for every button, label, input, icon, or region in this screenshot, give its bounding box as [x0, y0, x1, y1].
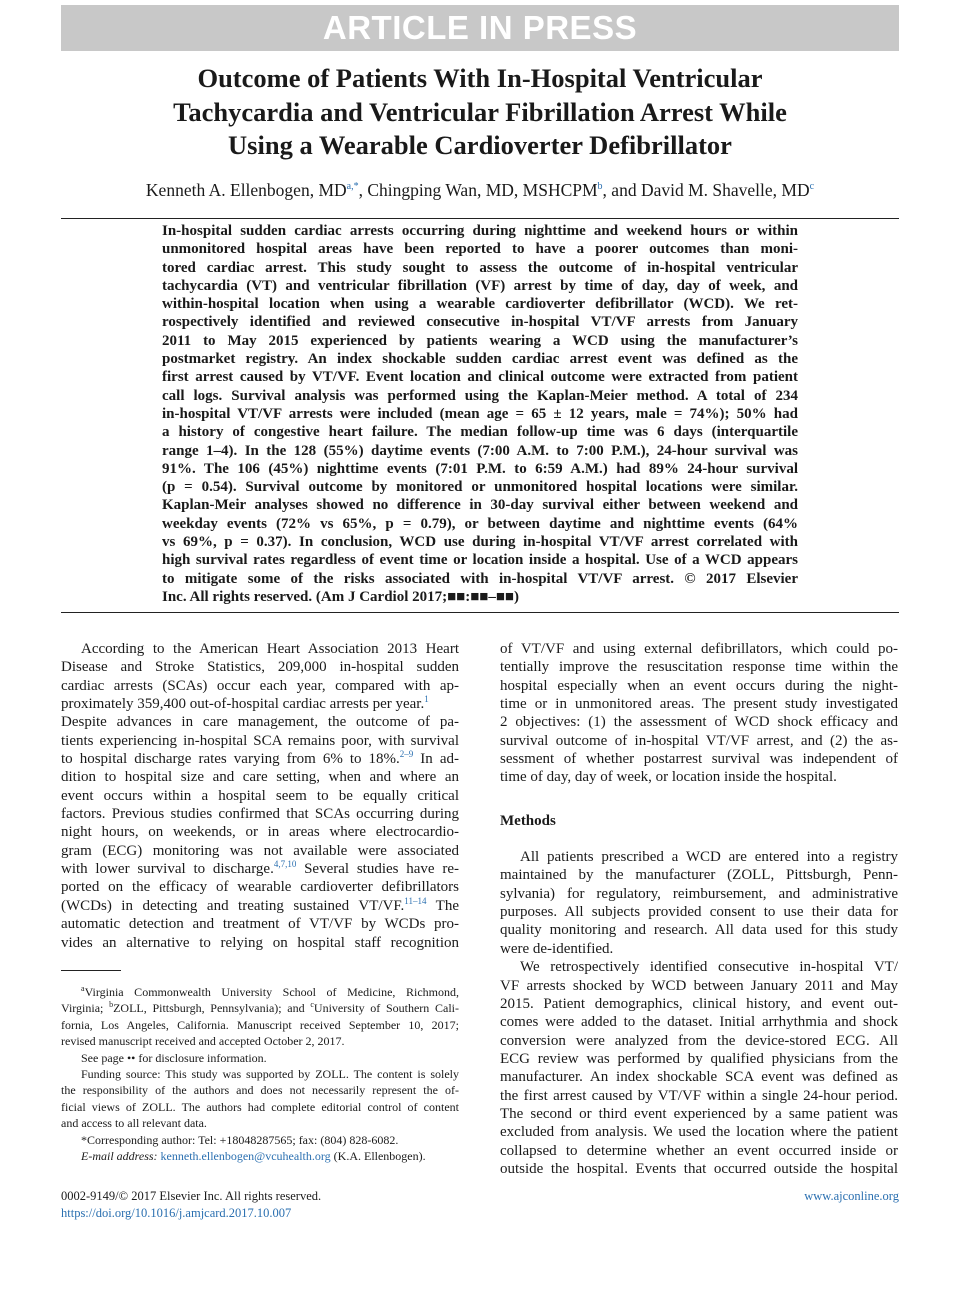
body-line: outside the hospital. Events that occurred outside the hospital: [500, 1160, 898, 1177]
body-line: the first arrest caused by VT/VF within a single 24-hour period.: [500, 1087, 898, 1104]
abstract-line: a history of congestive heart failure. The median follow-up time was 6 days (interquartile: [162, 424, 798, 441]
title-line: Using a Wearable Cardioverter Defibrillator: [228, 130, 732, 160]
body-line: time of day, day of week, or location inside the hospital.: [500, 769, 837, 786]
left-column-body: [61, 640, 459, 952]
body-line: purposes. All subjects provided consent to use their data for: [500, 904, 898, 921]
abstract-line: first arrest caused by VT/VF. Event location and clinical outcome were extracted from patient: [162, 369, 798, 386]
body-line: survival outcome of in-hospital VT/VF arrest, and (2) the as-: [500, 732, 898, 749]
author-affiliation-link[interactable]: b: [597, 181, 603, 192]
body-line: night hours, on weekends, or in areas where electrocardio-: [61, 824, 459, 841]
abstract-line: high survival rates regardless of event time or location inside a hospital. Use of a WCD appears: [162, 552, 798, 569]
abstract-line: postmarket registry. An index shockable sudden cardiac arrest event was defined as the: [162, 351, 798, 368]
body-text: The: [426, 897, 459, 914]
author-name: , and David M. Shavelle, MD: [602, 180, 810, 200]
abstract-line: in-hospital VT/VF arrests were included (mean age = 65 ± 12 years, male = 74%); 50% had: [162, 405, 798, 422]
body-line: 2015. Patient demographics, clinical history, and event out-: [500, 995, 898, 1012]
abstract-line: In-hospital sudden cardiac arrests occurring during nighttime and weekend hours or within: [162, 223, 798, 239]
body-line: All patients prescribed a WCD are entered into a registry: [520, 849, 898, 866]
footnotes: [61, 984, 459, 1164]
abstract-bottom-rule: [61, 612, 899, 613]
title-line: Outcome of Patients With In-Hospital Ventricular: [197, 63, 763, 93]
reference-link[interactable]: 11–14: [404, 896, 427, 906]
body-line: [61, 695, 459, 713]
abstract-line: vs 69%, p = 0.37). In conclusion, WCD use during in-hospital VT/VF arrest correlated with: [162, 534, 798, 551]
body-line: quality monitoring and research. All data used for this study: [500, 922, 898, 939]
body-text: In ad-: [413, 751, 459, 768]
article-title: [80, 62, 880, 163]
body-line: of VT/VF and using external defibrillators, which could po-: [500, 641, 898, 657]
author-name: , Chingping Wan, MD, MSHCPM: [358, 180, 598, 200]
abstract-line: weekday events (72% vs 65%, p = 0.79), or between daytime and nighttime events (64%: [162, 515, 798, 532]
footer-left: [61, 1188, 321, 1221]
author-affiliation-link[interactable]: a,*: [346, 181, 359, 192]
body-line: hospital especially when an event occurs during the night-: [500, 677, 898, 694]
body-line: Disease and Stroke Statistics, 209,000 in-hospital sudden: [61, 659, 459, 676]
author-list: [40, 178, 920, 202]
author-affiliation-link[interactable]: c: [809, 181, 815, 192]
body-line: [61, 860, 459, 878]
abstract-line: 2011 to May 2015 experienced by patients wearing a WCD using the manufacturer’s: [162, 332, 798, 349]
footnote-text: (K.A. Ellenbogen).: [330, 1148, 426, 1163]
body-line: dition to hospital size and care setting, when and where an: [61, 769, 459, 786]
abstract-line: unmonitored hospital areas have been reported to have a poorer outcomes than moni-: [162, 241, 798, 258]
footnote-rule: [61, 970, 121, 971]
methods-heading: Methods: [500, 812, 556, 829]
body-line: The second or third event experienced by a same patient was: [500, 1105, 898, 1122]
abstract-line: range 1–4). In the 128 (55%) daytime events (7:00 A.M. to 7:00 P.M.), 24-hour survival was: [162, 442, 798, 459]
body-line: tentially improve the resuscitation response time within the: [500, 659, 898, 676]
journal-website-link[interactable]: www.ajconline.org: [804, 1189, 899, 1203]
body-line: were de-identified.: [500, 940, 614, 957]
body-line: gram (ECG) monitoring was not available were associated: [61, 842, 459, 859]
abstract-line: within-hospital location when using a wearable cardioverter defibrillator (WCD). We ret-: [162, 296, 798, 313]
body-line: 2 objectives: (1) the assessment of WCD shock efficacy and: [500, 714, 898, 731]
footnote-line: [61, 1000, 459, 1016]
abstract-top-rule: [61, 218, 899, 219]
abstract-line: Kaplan-Meir analyses showed no difference in 30-day survival either between weekend and: [162, 497, 798, 514]
author-name: Kenneth A. Ellenbogen, MD: [145, 180, 347, 200]
doi-link[interactable]: https://doi.org/10.1016/j.amjcard.2017.10.007: [61, 1205, 292, 1220]
abstract-line: tachycardia (VT) and ventricular fibrillation (VF) arrest by time of day, day of week, and: [162, 277, 798, 294]
body-line: manufacturer. An index shockable SCA event was defined as: [500, 1069, 898, 1086]
abstract-line: tored cardiac arrest. This study sought to assess the outcome of in-hospital ventricular: [162, 259, 798, 276]
body-text: with lower survival to discharge.: [61, 861, 274, 878]
footnote-line: and access to all relevant data.: [61, 1116, 207, 1131]
body-line: cardiac arrests (SCAs) occur each year, compared with ap-: [61, 677, 459, 694]
body-line: sessment of whether postarrest survival was independent of: [500, 751, 898, 768]
body-line: We retrospectively identified consecutive in-hospital VT/: [520, 959, 898, 976]
footnote-line: Funding source: This study was supported by ZOLL. The content is solely: [81, 1066, 459, 1081]
footnote-text: Virginia;: [61, 1001, 110, 1016]
email-link[interactable]: kenneth.ellenbogen@vcuhealth.org: [160, 1148, 331, 1163]
body-line: ported on the efficacy of wearable cardioverter defibrillators: [61, 879, 459, 896]
body-line: [61, 897, 459, 915]
footnote-line: fornia, Los Angeles, California. Manuscript received September 10, 2017;: [61, 1017, 459, 1032]
abstract-line: (p = 0.54). Survival outcome by monitored or unmonitored hospital locations were similar.: [162, 479, 798, 496]
issn-copyright: 0002-9149/© 2017 Elsevier Inc. All rights reserved.: [61, 1189, 322, 1203]
abstract: [162, 222, 798, 606]
body-line: sylvania) for regulatory, reimbursement, and administrative: [500, 885, 898, 902]
footnote-line: ficial views of ZOLL. The authors had complete editorial control of content: [61, 1099, 459, 1114]
footnote-text: University of Southern Cali-: [313, 1001, 459, 1016]
footnote-line: revised manuscript received and accepted October 2, 2017.: [61, 1034, 345, 1049]
body-line: collapsed to determine whether an event occurred inside or: [500, 1142, 898, 1159]
title-line: Tachycardia and Ventricular Fibrillation Arrest While: [173, 96, 787, 127]
article-in-press-banner: ARTICLE IN PRESS: [61, 5, 899, 51]
affiliation-marker: a: [81, 984, 85, 993]
body-line: conversion were analyzed from the device-stored ECG. All: [500, 1032, 898, 1049]
footnote-text: ZOLL, Pittsburgh, Pennsylvania); and: [113, 1001, 311, 1016]
reference-link[interactable]: 4,7,10: [273, 860, 297, 870]
right-column-body: [500, 640, 898, 1178]
footnote-line: the responsibility of the authors and does not necessarily represent the of-: [61, 1083, 459, 1098]
body-line: automatic detection and treatment of VT/VF by WCDs pro-: [61, 916, 459, 933]
body-line: factors. Previous studies confirmed that SCAs occurring during: [61, 806, 459, 823]
disclosure-note: See page •• for disclosure information.: [81, 1050, 267, 1065]
abstract-line: call logs. Survival analysis was performed using the Kaplan-Meier method. A total of 234: [162, 387, 798, 404]
reference-link[interactable]: 2–9: [399, 750, 414, 760]
email-line: [61, 1148, 459, 1164]
affiliation-marker: c: [310, 1000, 314, 1010]
abstract-line: rospectively identified and reviewed consecutive in-hospital VT/VF arrests from January: [162, 314, 798, 331]
corresponding-author: *Corresponding author: Tel: +18048287565; fax: (804) 828-6082.: [81, 1132, 399, 1147]
footnote-line: [61, 984, 459, 1000]
body-line: excluded from analysis. We used the location where the patient: [500, 1124, 898, 1141]
body-text: Several studies have re-: [296, 861, 459, 878]
body-text: proximately 359,400 out-of-hospital cardiac arrests per year.: [61, 696, 425, 713]
body-line: comes were added to the dataset. Initial arrhythmia and shock: [500, 1014, 898, 1031]
body-text: (WCDs) in detecting and treating sustained VT/VF.: [61, 897, 405, 914]
email-label: E-mail address:: [81, 1148, 161, 1163]
body-line: event occurs within a hospital seem to be equally critical: [61, 787, 459, 804]
reference-link[interactable]: 1: [424, 695, 429, 705]
body-line: Despite advances in care management, the outcome of pa-: [61, 714, 459, 731]
body-text: to hospital discharge rates varying from 6% to 18%.: [61, 751, 400, 768]
body-line: maintained by the manufacturer (ZOLL, Pittsburgh, Penn-: [500, 867, 898, 884]
footnote-text: Virginia Commonwealth University School of Medicine, Richmond,: [84, 985, 459, 999]
affiliation-marker: b: [109, 1000, 114, 1010]
spacer: [500, 787, 898, 812]
body-line: time or in unmonitored areas. The present study investigated: [500, 696, 898, 713]
body-line: VF arrests shocked by WCD between January 2011 and May: [500, 977, 898, 994]
abstract-line: Inc. All rights reserved. (Am J Cardiol 2017;■■:■■–■■): [162, 588, 519, 605]
spacer: [500, 830, 898, 848]
body-line: [61, 750, 459, 768]
body-line: ECG review was performed by qualified physicians from the: [500, 1050, 898, 1067]
abstract-line: 91%. The 106 (45%) nighttime events (7:01 P.M. to 6:59 A.M.) had 89% 24-hour survival: [162, 460, 798, 477]
body-line: According to the American Heart Association 2013 Heart: [81, 641, 459, 657]
body-line: tients experiencing in-hospital SCA remains poor, with survival: [61, 732, 459, 749]
body-line: vides an alternative to relying on hospital staff recognition: [61, 934, 459, 951]
abstract-line: to mitigate some of the risks associated with in-hospital VT/VF arrest. © 2017 Elsevier: [162, 570, 798, 587]
